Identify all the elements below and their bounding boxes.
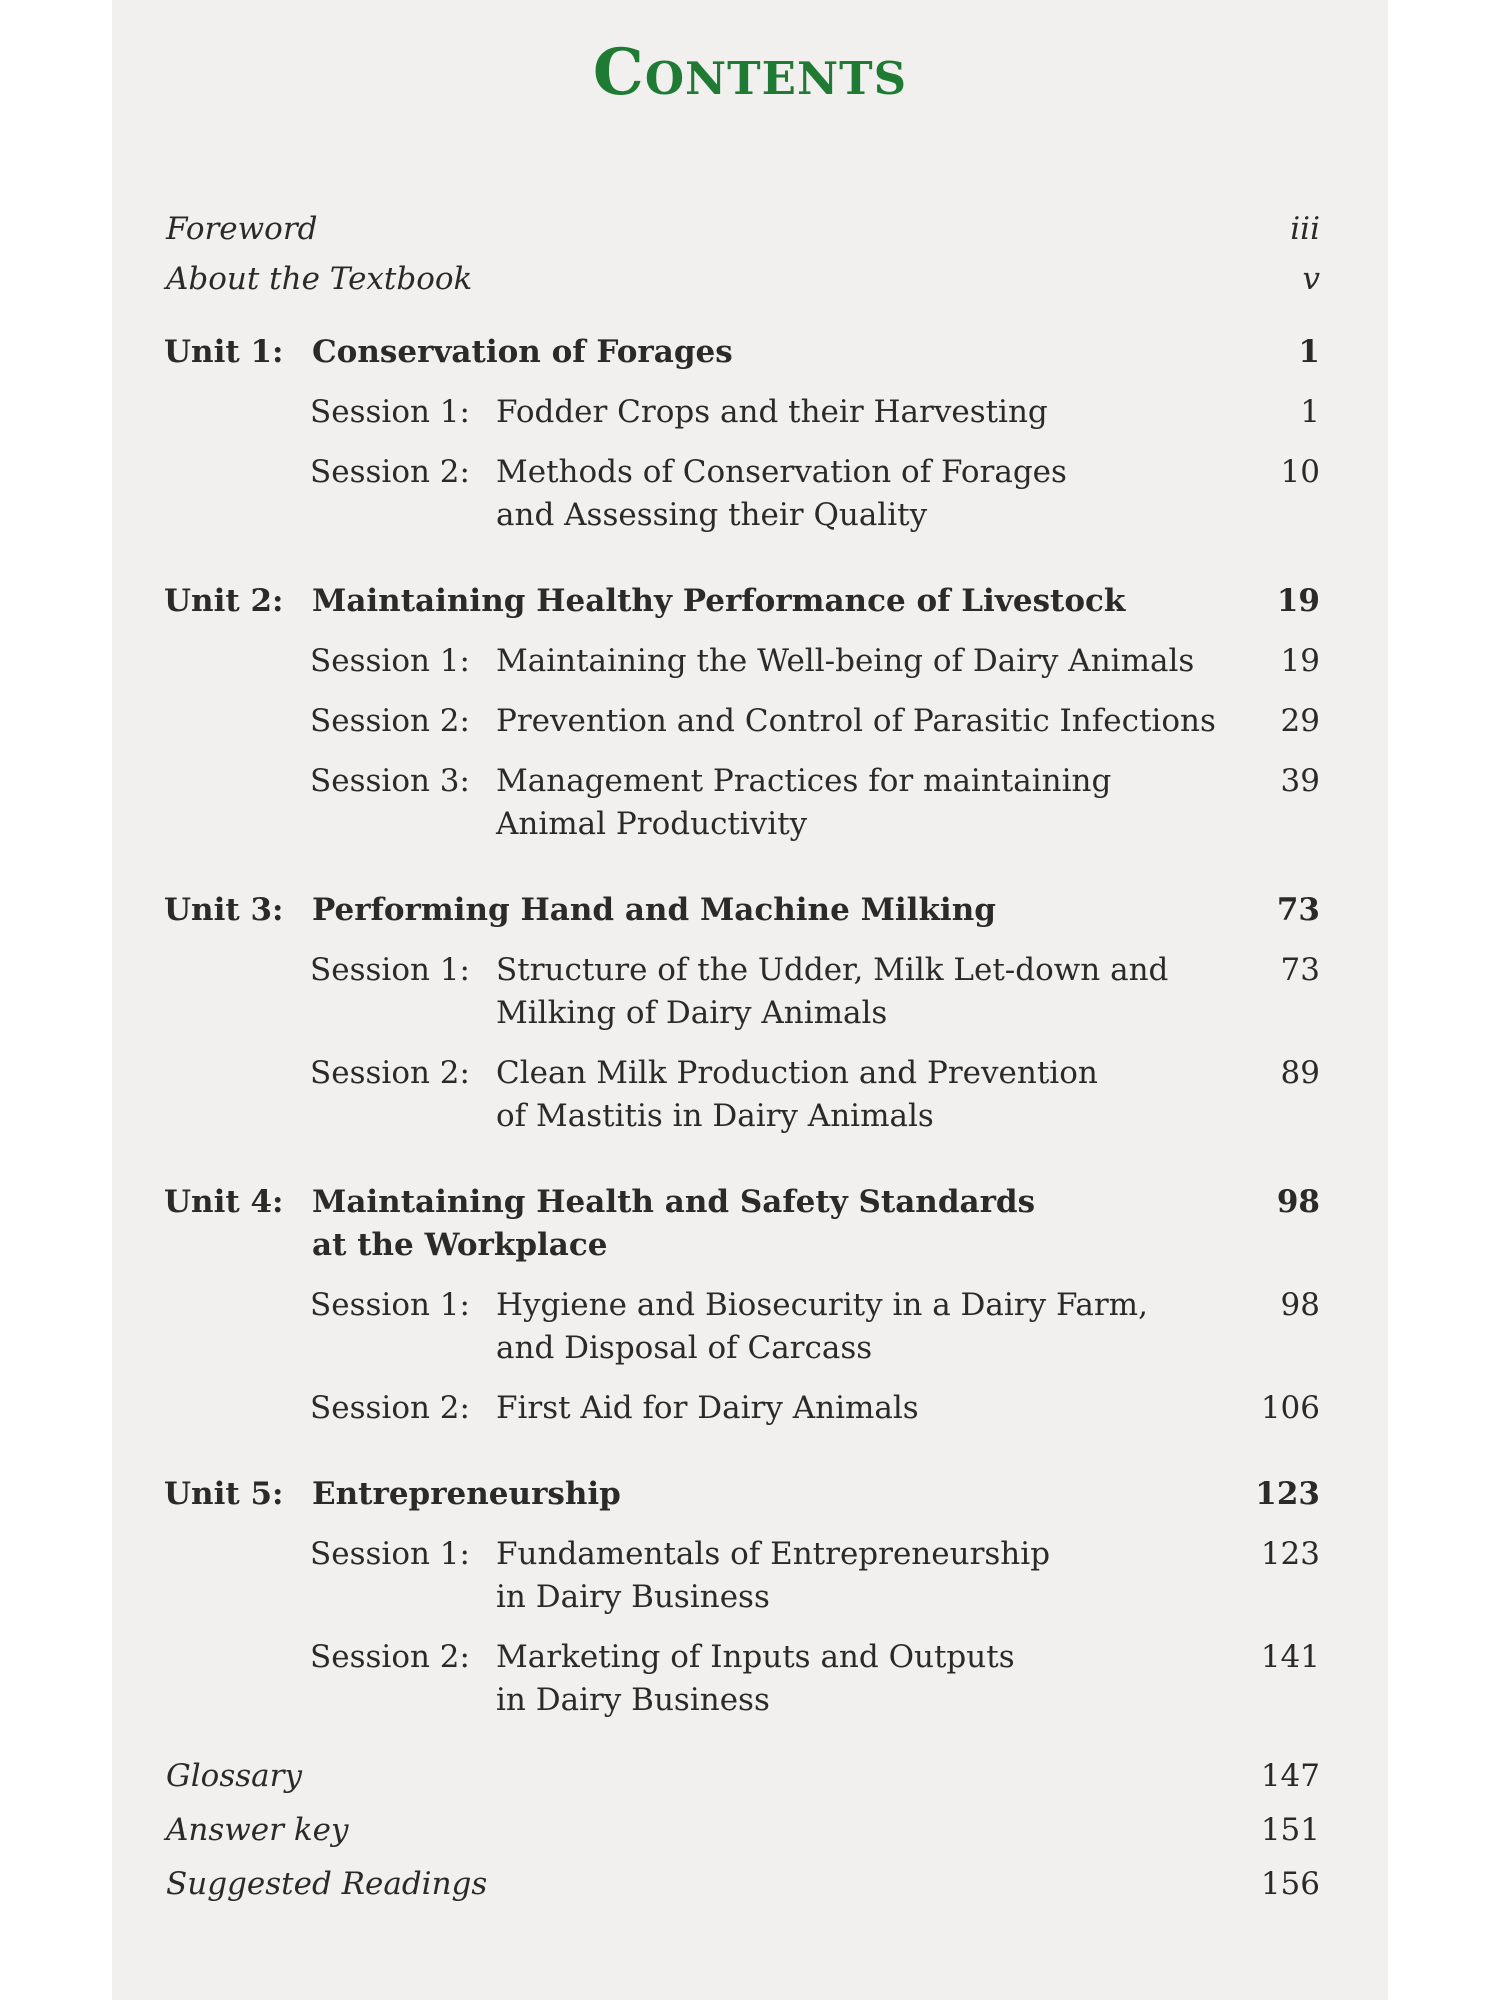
session-title: Marketing of Inputs and Outputs [496, 1639, 1015, 1675]
back-matter-label: Answer key [166, 1812, 349, 1848]
session-page: 141 [1260, 1639, 1320, 1675]
unit-page: 123 [1255, 1476, 1320, 1512]
back-matter-label: Glossary [166, 1758, 302, 1794]
session-label: Session 1: [310, 1536, 470, 1572]
back-matter-page: 147 [1260, 1758, 1320, 1794]
session-label: Session 2: [310, 1390, 470, 1426]
session-label: Session 1: [310, 643, 470, 679]
session-title: First Aid for Dairy Animals [496, 1390, 919, 1426]
session-label: Session 2: [310, 703, 470, 739]
unit-title: Entrepreneurship [312, 1476, 621, 1512]
session-title: Fodder Crops and their Harvesting [496, 394, 1048, 430]
unit-title: Maintaining Healthy Performance of Livestock [312, 583, 1126, 619]
session-page: 29 [1280, 703, 1320, 739]
session-label: Session 3: [310, 763, 470, 799]
unit-title: Maintaining Health and Safety Standards [312, 1184, 1036, 1220]
unit-title: Conservation of Forages [312, 334, 733, 370]
session-page: 123 [1260, 1536, 1320, 1572]
session-label: Session 2: [310, 454, 470, 490]
session-title: Fundamentals of Entrepreneurship [496, 1536, 1051, 1572]
session-label: Session 1: [310, 394, 470, 430]
back-matter-page: 156 [1260, 1866, 1320, 1902]
session-title: and Assessing their Quality [496, 497, 928, 533]
page-title: Contents [592, 35, 908, 110]
session-title: and Disposal of Carcass [496, 1330, 873, 1366]
back-matter-label: Suggested Readings [166, 1866, 488, 1902]
session-label: Session 2: [310, 1639, 470, 1675]
unit-page: 19 [1276, 583, 1320, 619]
session-page: 106 [1260, 1390, 1320, 1426]
session-title: Clean Milk Production and Prevention [496, 1055, 1098, 1091]
session-label: Session 1: [310, 1287, 470, 1323]
session-label: Session 2: [310, 1055, 470, 1091]
session-title: Milking of Dairy Animals [496, 995, 888, 1031]
session-title: Hygiene and Biosecurity in a Dairy Farm, [496, 1287, 1148, 1323]
front-matter-page: v [1302, 261, 1320, 297]
session-title: Prevention and Control of Parasitic Infections [496, 703, 1216, 739]
session-title: Methods of Conservation of Forages [496, 454, 1067, 490]
unit-label: Unit 1: [164, 334, 284, 370]
session-page: 89 [1280, 1055, 1320, 1091]
session-label: Session 1: [310, 952, 470, 988]
session-page: 73 [1280, 952, 1320, 988]
unit-label: Unit 5: [164, 1476, 284, 1512]
session-title: Animal Productivity [496, 806, 808, 842]
session-page: 1 [1300, 394, 1320, 430]
unit-label: Unit 4: [164, 1184, 284, 1220]
unit-label: Unit 3: [164, 892, 284, 928]
unit-title: at the Workplace [312, 1227, 608, 1263]
back-matter-page: 151 [1260, 1812, 1320, 1848]
session-page: 19 [1280, 643, 1320, 679]
session-page: 10 [1280, 454, 1320, 490]
session-title: in Dairy Business [496, 1682, 770, 1718]
session-title: Maintaining the Well-being of Dairy Animals [496, 643, 1195, 679]
session-title: in Dairy Business [496, 1579, 770, 1615]
unit-label: Unit 2: [164, 583, 284, 619]
session-page: 39 [1280, 763, 1320, 799]
unit-page: 73 [1276, 892, 1320, 928]
session-title: Structure of the Udder, Milk Let-down and [496, 952, 1169, 988]
front-matter-page: iii [1290, 211, 1320, 247]
front-matter-label: About the Textbook [166, 261, 473, 297]
session-title: Management Practices for maintaining [496, 763, 1112, 799]
session-title: of Mastitis in Dairy Animals [496, 1098, 934, 1134]
unit-title: Performing Hand and Machine Milking [312, 892, 996, 928]
front-matter-label: Foreword [166, 211, 318, 247]
session-page: 98 [1280, 1287, 1320, 1323]
unit-page: 1 [1298, 334, 1320, 370]
unit-page: 98 [1276, 1184, 1320, 1220]
